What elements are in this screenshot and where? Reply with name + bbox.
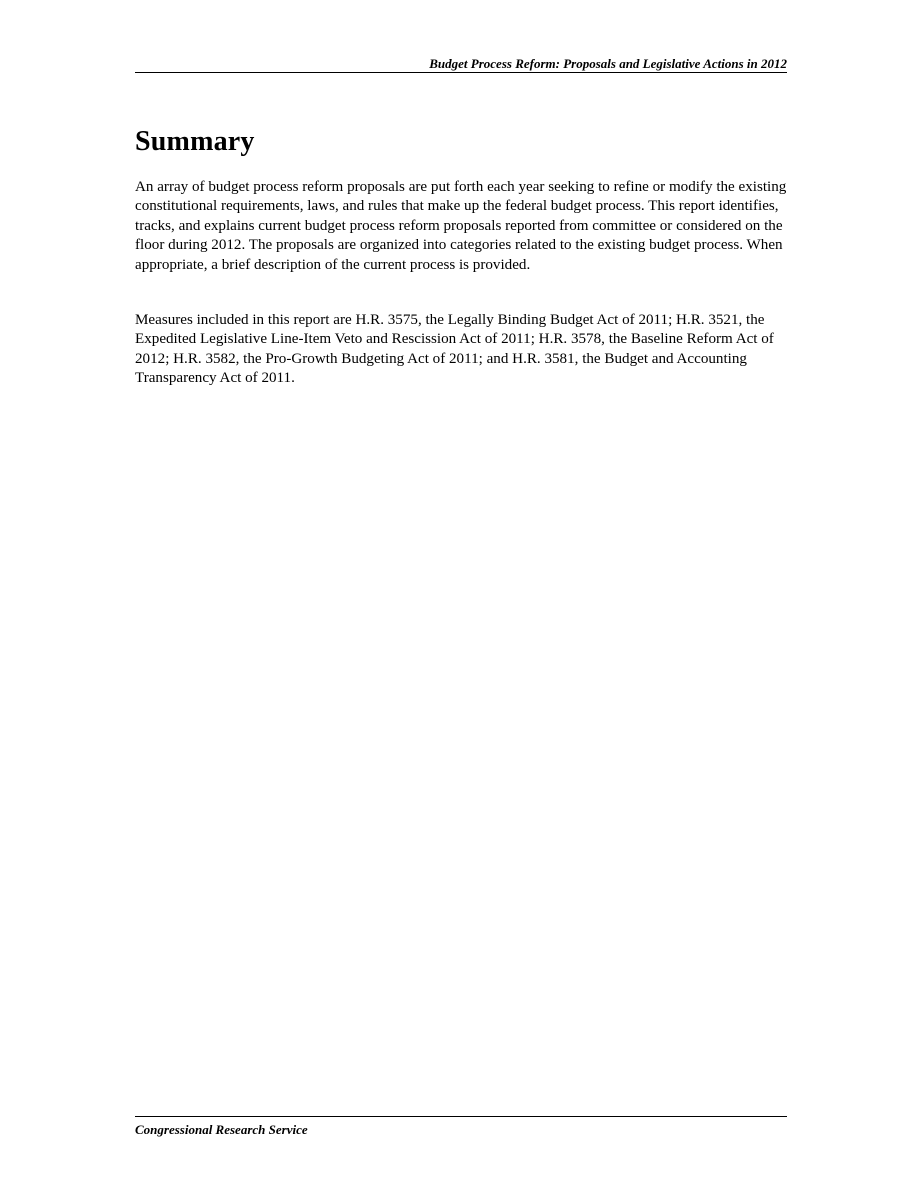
summary-paragraph-1: An array of budget process reform proposals are put forth each year seeking to refine or modify the existing constitutional requirements, laws, and rules that make up the federal budget process. This report identifies, tracks, and explains current budget process reform proposals reported from committee or considered on the floor during 2012. The proposals are organized into categories related to the existing budget process. When appropriate, a brief description of the current process is provided. [135, 179, 787, 273]
section-title: Summary [135, 126, 255, 157]
footer-rule [135, 1116, 787, 1117]
summary-paragraph-2: Measures included in this report are H.R. 3575, the Legally Binding Budget Act of 2011; H.R. 3521, the Expedited Legislative Line-Item Veto and Rescission Act of 2011; H.R. 3578, the Baseline Reform Act of 2012; H.R. 3582, the Pro-Growth Budgeting Act of 2011; and H.R. 3581, the Budget and Accounting Transparency Act of 2011. [135, 312, 774, 387]
running-footer: Congressional Research Service [135, 1122, 308, 1137]
header-rule [135, 72, 787, 73]
running-header: Budget Process Reform: Proposals and Legislative Actions in 2012 [429, 56, 787, 71]
